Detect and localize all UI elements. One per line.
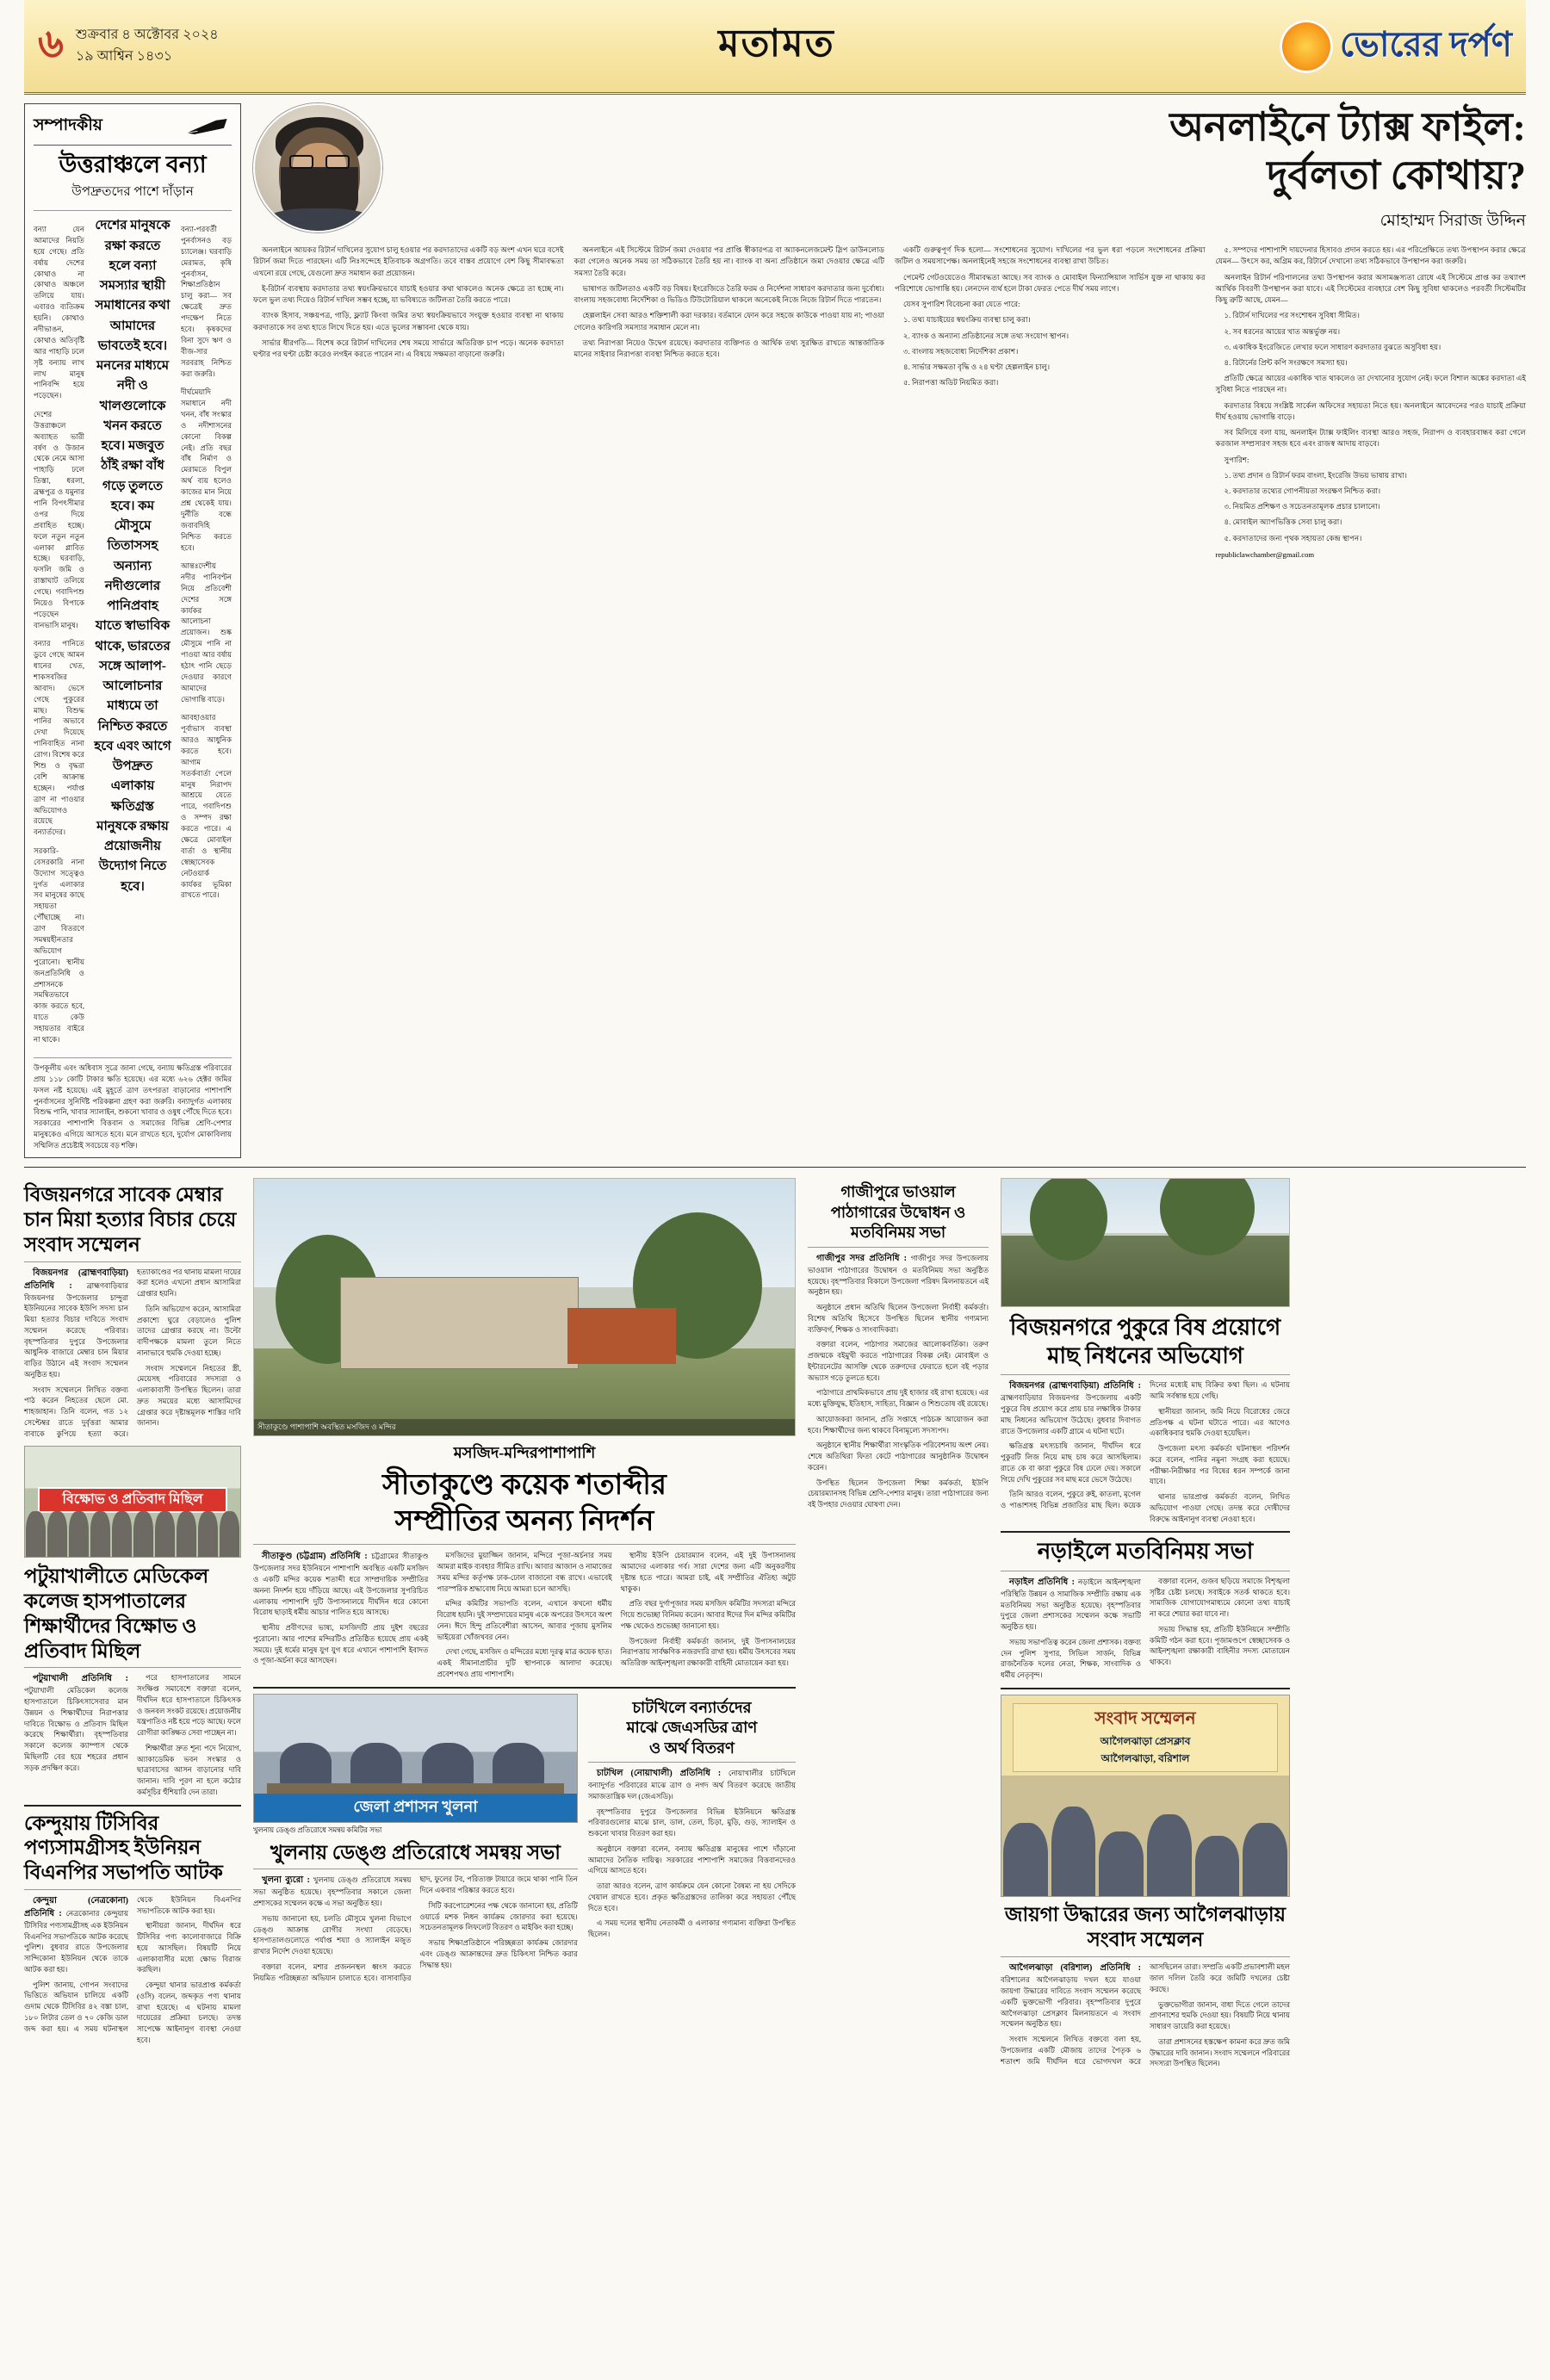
editorial-columns bbox=[34, 216, 232, 1052]
paragraph: ১. তথ্য যাচাইয়ের স্বয়ংক্রিয় ব্যবস্থা চালু করা। bbox=[903, 315, 1031, 325]
paragraph: প্রতি বছর দুর্গাপূজার সময় মসজিদ কমিটির সদস্যরা মন্দিরে গিয়ে শুভেচ্ছা বিনিময় করেন। আবার ঈদের দিন মন্দির কমিটির পক্ষ থেকেও শুভেচ্ছা জানানো হয়। bbox=[620, 1599, 796, 1630]
editorial-pullquote: দেশের মানুষকে রক্ষা করতে হলে বন্যা সমস্যার স্থায়ী সমাধানের কথা আমাদের ভাবতেই হবে। মননের মাধ্যমে নদী ও খালগুলোকে খনন করতে হবে। মজবুত ঠাঁই রক্ষা বাঁধ গড়ে তুলতে হবে। কম মৌসুমে তিতাসসহ অন্যান্য নদীগুলোর পানিপ্রবাহ যাতে স্বাভাবিক থাকে, ভারতের সঙ্গে আলাপ-আলোচনার মাধ্যমে তা নিশ্চিত করতে হবে এবং আগে উপদ্রুত এলাকায় ক্ষতিগ্রস্ত মানুষকে রক্ষায় প্রয়োজনীয় উদ্যোগ নিতে হবে। bbox=[94, 219, 171, 894]
lead-col-3 bbox=[895, 245, 1206, 561]
paragraph: অনুষ্ঠানে বক্তারা বলেন, বন্যায় ক্ষতিগ্রস্ত মানুষের পাশে দাঁড়ানো আমাদের নৈতিক দায়িত্ব। সরকারের পাশাপাশি সমাজের বিত্তবানদেরও এগিয়ে আসতে হবে। bbox=[587, 1844, 796, 1875]
editorial-title: উত্তরাঞ্চলে বন্যা bbox=[59, 152, 207, 177]
story-byline: বিজয়নগর (ব্রাহ্মণবাড়িয়া) প্রতিনিধি : bbox=[1009, 1381, 1141, 1391]
mosque-temple-photo bbox=[253, 1178, 796, 1436]
story-byline: নড়াইল প্রতিনিধি : bbox=[1009, 1577, 1075, 1587]
sun-icon bbox=[1280, 20, 1333, 73]
paragraph: স্থানীয় প্রবীণদের ভাষ্য, মসজিদটি প্রায় দুইশ বছরের পুরোনো। আর পাশের মন্দিরটিও প্রতিষ্ঠিত হয়েছে প্রায় একই সময়ে। দুই ধর্মের মানুষ যুগ যুগ ধরে এখানে পাশাপাশি ইবাদত ও পূজা-অর্চনা করে আসছেন। bbox=[253, 1623, 429, 1665]
editorial-label: সম্পাদকীয় bbox=[34, 116, 102, 134]
paragraph: ভাষাগত জটিলতাও একটি বড় বিষয়। ইংরেজিতে তৈরি ফরম ও নির্দেশনা সাধারণ করদাতার জন্য দুর্বোধ্য। বাংলায় সহজবোধ্য নির্দেশিকা ও ভিডিও টিউটোরিয়াল থাকলে অনেকেই নিজে নিজে রিটার্ন দিতে পারতেন। bbox=[574, 283, 884, 305]
paragraph: ই-রিটার্ন ব্যবস্থায় করদাতার তথ্য স্বয়ংক্রিয়ভাবে যাচাই হওয়ার কথা থাকলেও অনেক ক্ষেত্রে তা হচ্ছে না। ফলে ভুল তথ্য দিয়েও রিটার্ন দাখিল সম্ভব হচ্ছে, যা ভবিষ্যতে জটিলতা তৈরি করতে পারে। bbox=[253, 283, 564, 305]
column-gazipur bbox=[808, 1178, 989, 2070]
newspaper-name: ভোরের দর্পণ bbox=[1339, 25, 1512, 64]
editorial-col-2 bbox=[181, 216, 232, 1052]
paragraph: বক্তারা বলেন, পাঠাগার সমাজের আলোকবর্তিকা। তরুণ প্রজন্মকে বইমুখী করতে পাঠাগারের বিকল্প নেই। মোবাইল ও ইন্টারনেটের আসক্তি থেকে তরুণদের ফেরাতে হলে বই পড়ার অভ্যাস গড়ে তুলতে হবে। bbox=[808, 1340, 989, 1382]
paragraph: অনুষ্ঠানে স্থানীয় শিক্ষার্থীরা সাংস্কৃতিক পরিবেশনায় অংশ নেয়। শেষে অতিথিরা ফিতা কেটে পাঠাগারের আনুষ্ঠানিক উদ্বোধন করেন। bbox=[808, 1441, 989, 1472]
story-byline: বিজয়নগর (ব্রাহ্মণবাড়িয়া) প্রতিনিধি : bbox=[24, 1267, 128, 1291]
paragraph: সভায় সভাপতিত্ব করেন জেলা প্রশাসক। বক্তব্য দেন পুলিশ সুপার, সিভিল সার্জন, বিভিন্ন রাজনৈতিক দলের নেতা, শিক্ষক, সাংবাদিক ও ধর্মীয় নেতৃবৃন্দ। bbox=[1001, 1637, 1141, 1680]
paragraph: সব মিলিয়ে বলা যায়, অনলাইন ট্যাক্স ফাইলিং ব্যবস্থা আরও সহজ, নিরাপদ ও ব্যবহারবান্ধব করা গেলে করজাল সম্প্রসারণ সহজ হবে এবং রাজস্ব আদায় বাড়বে। bbox=[1215, 428, 1526, 449]
paragraph: ৪. মোবাইল অ্যাপভিত্তিক সেবা চালু করা। bbox=[1224, 518, 1342, 527]
author-email: republiclawchamber@gmail.com bbox=[1215, 549, 1315, 559]
paragraph: ৫. নিরাপত্তা অডিট নিয়মিত করা। bbox=[903, 378, 999, 387]
lead-article bbox=[253, 103, 1526, 1158]
story-byline: সীতাকুণ্ড (চট্টগ্রাম) প্রতিনিধি : bbox=[262, 1552, 368, 1562]
paragraph: শিক্ষার্থীরা দ্রুত শূন্য পদে নিয়োগ, অ্যাকাডেমিক ভবন সংস্কার ও ছাত্রাবাসের আসন বাড়ানোর দাবি জানান। দাবি পূরণ না হলে কঠোর কর্মসূচির হুঁশিয়ারি দেন তারা। bbox=[137, 1743, 241, 1796]
pen-icon bbox=[185, 117, 232, 136]
paragraph: যেসব সুপারিশ বিবেচনা করা যেতে পারে: bbox=[903, 300, 1020, 309]
story-headline-line2: মাছ নিধনের অভিযোগ bbox=[1047, 1342, 1243, 1368]
story-body bbox=[1001, 1379, 1290, 1524]
paragraph: বন্যার পানিতে ডুবে গেছে আমন ধানের খেত, শাকসবজির আবাদ। ভেসে গেছে পুকুরের মাছ। বিশুদ্ধ পানির অভাবে দেখা দিয়েছে পানিবাহিত নানা রোগ। বিশেষ করে শিশু ও বৃদ্ধরা বেশি আক্রান্ত হচ্ছেন। পর্যাপ্ত ত্রাণ না পাওয়ার অভিযোগও রয়েছে বন্যার্তদের। bbox=[34, 639, 84, 837]
paragraph: পটুয়াখালী মেডিকেল কলেজ হাসপাতালে চিকিৎসাসেবার মান উন্নয়ন ও শিক্ষার্থীদের নিরাপত্তার দাবিতে বিক্ষোভ ও প্রতিবাদ মিছিল করেছে শিক্ষার্থীরা। বৃহস্পতিবার সকালে কলেজ ক্যাম্পাস থেকে মিছিলটি বের হয়ে শহরের প্রধান সড়ক প্রদক্ষিণ করে। bbox=[24, 1686, 128, 1772]
paragraph: দীর্ঘমেয়াদি সমাধানে নদী খনন, বাঁধ সংস্কার ও নদীশাসনের কোনো বিকল্প নেই। প্রতি বছর বাঁধ নির্মাণ ও মেরামতে বিপুল অর্থ ব্যয় হলেও কাজের মান নিয়ে প্রশ্ন থেকেই যায়। দুর্নীতি বন্ধে জবাবদিহি নিশ্চিত করতে হবে। bbox=[181, 387, 232, 552]
story-headline: জায়গা উদ্ধারের জন্য আগৈলঝাড়ায় সংবাদ সম্মেলন bbox=[1004, 1903, 1286, 1950]
paragraph: সার্ভার ধীরগতি— বিশেষ করে রিটার্ন দাখিলের শেষ সময়ে সার্ভারে অতিরিক্ত চাপ পড়ে। অনেক করদাতা ঘণ্টার পর ঘণ্টা চেষ্টা করেও লগইন করতে পারেন না। এ বিষয়ে সক্ষমতা বাড়ানো জরুরি। bbox=[253, 338, 564, 358]
paragraph: সংবাদ সম্মেলনে লিখিত বক্তব্যে বলা হয়, উপজেলার একটি মৌজায় তাদের পৈতৃক ৬ শতাংশ জমি দীর্ঘদিন ধরে ভোগদখল করে আসছিলেন তারা। সম্প্রতি একটি প্রভাবশালী মহল জাল দলিল তৈরি করে জমিটি দখলের চেষ্টা করছে। bbox=[1001, 1962, 1290, 2066]
paragraph: বৃহস্পতিবার দুপুরে উপজেলার বিভিন্ন ইউনিয়নে ক্ষতিগ্রস্ত পরিবারগুলোর মাঝে চাল, ডাল, তেল, চিড়া, মুড়ি, গুড়, স্যালাইন ও শুকনো খাবার বিতরণ করা হয়। bbox=[587, 1807, 796, 1838]
story-headline-line1: সীতাকুণ্ডে কয়েক শতাব্দীর bbox=[382, 1469, 666, 1501]
paragraph: পেমেন্ট গেটওয়েতেও সীমাবদ্ধতা আছে। সব ব্যাংক ও মোবাইল ফিন্যান্সিয়াল সার্ভিস যুক্ত না থাকায় কর পরিশোধে ভোগান্তি হয়। লেনদেন ব্যর্থ হলে টাকা ফেরত পেতে দীর্ঘ সময় লাগে। bbox=[895, 272, 1206, 293]
story-byline: আগৈলঝাড়া (বরিশাল) প্রতিনিধি : bbox=[1009, 1963, 1141, 1974]
editorial-box bbox=[24, 103, 241, 1158]
photo-banner-text: জেলা প্রশাসন খুলনা bbox=[254, 1794, 577, 1822]
column-right bbox=[1001, 1178, 1290, 2070]
story-body bbox=[808, 1252, 989, 1510]
story-body bbox=[1001, 1576, 1290, 1681]
story-headline-line2: মাঝে জেএসডির ত্রাণ bbox=[626, 1719, 758, 1737]
paragraph: ১. তথ্য প্রদান ও রিটার্ন ফরম বাংলা, ইংরেজি উভয় ভাষায় রাখা। bbox=[1224, 470, 1407, 480]
paragraph: বক্তারা বলেন, মশার প্রজননস্থল ধ্বংস করতে নিয়মিত পরিচ্ছন্নতা অভিযান চালাতে হবে। বাসাবাড়ির ছাদ, ফুলের টব, পরিত্যক্ত টায়ারে জমে থাকা পানি তিন দিনে একবার পরিষ্কার করতে হবে। bbox=[253, 1875, 578, 1982]
khulna-story bbox=[253, 1694, 578, 1984]
paragraph: ভুক্তভোগীরা জানান, বাধা দিতে গেলে তাদের প্রাণনাশের হুমকি দেওয়া হয়। বিষয়টি নিয়ে থানায় সাধারণ ডায়েরি করা হয়েছে। bbox=[1150, 1999, 1290, 2031]
paragraph: তারা আরও বলেন, ত্রাণ কার্যক্রমে যেন কোনো বৈষম্য না হয় সেদিকে খেয়াল রাখতে হবে। প্রকৃত ক্ষতিগ্রস্তদের তালিকা করে সহায়তা পৌঁছে দিতে হবে। bbox=[587, 1881, 796, 1912]
paragraph: তিনি অভিযোগ করেন, আসামিরা প্রকাশ্যে ঘুরে বেড়ালেও পুলিশ তাদের গ্রেপ্তার করছে না। উল্টো বাদীপক্ষকে মামলা তুলে নিতে নানাভাবে হুমকি দেওয়া হচ্ছে। bbox=[137, 1304, 241, 1357]
paragraph: অনলাইনে এই সিস্টেমে রিটার্ন জমা দেওয়ার পর প্রাপ্তি স্বীকারপত্র বা অ্যাকনলেজমেন্ট স্লিপ ডাউনলোড করা গেলেও অনেক সময় তা সঠিকভাবে তৈরি হয় না। ব্যাংক বা অন্য প্রতিষ্ঠানে জমা দেওয়ার ক্ষেত্রে এটি সমস্যা তৈরি করে। bbox=[574, 245, 884, 277]
paragraph: খুলনায় ডেঙ্গু প্রতিরোধে সমন্বয় সভা অনুষ্ঠিত হয়েছে। বৃহস্পতিবার সকালে জেলা প্রশাসকের সম্মেলন কক্ষে এ সভা অনুষ্ঠিত হয়। bbox=[253, 1875, 412, 1907]
paragraph: অনলাইনে আয়কর রিটার্ন দাখিলের সুযোগ চালু হওয়ার পর করদাতাদের একটি বড় অংশ এখন ঘরে বসেই রিটার্ন জমা দিতে পারছেন। এটি নিঃসন্দেহে ইতিবাচক অগ্রগতি। তবে বাস্তব প্রয়োগে বেশ কিছু সীমাবদ্ধতা এখনো রয়ে গেছে, যেগুলো দ্রুত সমাধান করা প্রয়োজন। bbox=[253, 245, 564, 277]
paragraph: অনলাইন রিটার্ন পরিপালনের তথ্য উপস্থাপন করার অসামঞ্জস্যতা রোধে এই সিস্টেমে প্রাপ্ত কর তথ্যাংশ আর্থিক বিবরণী উপস্থাপন করা যাবে। এই সিস্টেমের ব্যবহারে বেশ কিছু সুবিধা থাকলেও পরবর্তী সিস্টেমটির কিছু ত্রুটি আছে, যেমন— bbox=[1215, 272, 1526, 305]
publication-date bbox=[76, 25, 274, 68]
story-headline: পটুয়াখালীতে মেডিকেল কলেজ হাসপাতালের শিক্ষার্থীদের বিক্ষোভ ও প্রতিবাদ মিছিল bbox=[24, 1565, 209, 1662]
story-headline-line1: গাজীপুরে ভাওয়াল bbox=[840, 1183, 956, 1201]
editorial-footnote: উপকূলীয় এবং অধিবাস সূত্রে জানা গেছে, বন্যায় ক্ষতিগ্রস্ত পরিবারের প্রায় ১১৮ কোটি টাকার ক্ষতি হয়েছে। এর মধ্যে ৬২৬ হেক্টর জমির ফসল নষ্ট হয়েছে। এই মুহূর্তে ত্রাণ তৎপরতা বাড়ানোর পাশাপাশি পুনর্বাসনের সুনির্দিষ্ট পরিকল্পনা গ্রহণ করা জরুরি। বন্যাদুর্গত এলাকায় বিশুদ্ধ পানি, খাবার স্যালাইন, শুকনো খাবার ও ওষুধ পৌঁছে দিতে হবে। সরকারের পাশাপাশি বিত্তবান ও সমাজের বিভিন্ন শ্রেণি-পেশার মানুষকেও এগিয়ে আসতে হবে। মনে রাখতে হবে, দুর্যোগ মোকাবিলায় সম্মিলিত প্রচেষ্টাই সবচেয়ে বড় শক্তি। bbox=[34, 1063, 232, 1150]
lead-author: মোহাম্মদ সিরাজ উদ্দিন bbox=[1380, 212, 1526, 231]
paragraph: উপস্থিত ছিলেন উপজেলা শিক্ষা কর্মকর্তা, ইউপি চেয়ারম্যানসহ বিভিন্ন শ্রেণি-পেশার মানুষ। তারা পাঠাগারের জন্য বই উপহার দেওয়ার ঘোষণা দেন। bbox=[808, 1478, 989, 1509]
lead-col-1 bbox=[253, 245, 564, 561]
story-byline: খুলনা ব্যুরো : bbox=[262, 1875, 310, 1886]
paragraph: ২. সব ধরনের আয়ের খাত অন্তর্ভুক্ত নয়। bbox=[1224, 326, 1341, 336]
press-banner bbox=[1013, 1703, 1277, 1771]
newspaper-logo bbox=[1280, 17, 1512, 75]
paragraph: থানার ভারপ্রাপ্ত কর্মকর্তা বলেন, লিখিত অভিযোগ পাওয়া গেছে। তদন্ত করে দোষীদের বিরুদ্ধে আইনানুগ ব্যবস্থা নেওয়া হবে। bbox=[1150, 1492, 1290, 1523]
photo-caption: সীতাকুণ্ডে পাশাপাশি অবস্থিত মসজিদ ও মন্দির bbox=[254, 1419, 795, 1435]
khulna-meeting-photo bbox=[253, 1694, 578, 1823]
editorial-col-1 bbox=[34, 216, 84, 1052]
paragraph: বরিশালের আগৈলঝাড়ায় দখল হয়ে যাওয়া জায়গা উদ্ধারের দাবিতে সংবাদ সম্মেলন করেছে একটি ভুক্তভোগী পরিবার। বৃহস্পতিবার দুপুরে আগৈলঝাড়া প্রেসক্লাব মিলনায়তনে এ সংবাদ সম্মেলন অনুষ্ঠিত হয়। bbox=[1001, 1975, 1141, 2029]
story-headline: কেন্দুয়ায় টিসিবির পণ্যসামগ্রীসহ ইউনিয়ন বিএনপির সভাপতি আটক bbox=[24, 1812, 223, 1884]
story-headline-line2: সম্প্রীতির অনন্য নিদর্শন bbox=[394, 1506, 654, 1538]
paragraph: নেত্রকোনার কেন্দুয়ায় টিসিবির পণ্যসামগ্রীসহ এক ইউনিয়ন বিএনপির সভাপতিকে আটক করেছে পুলিশ। বুধবার রাতে উপজেলার সান্দিকোনা ইউনিয়ন থেকে তাকে আটক করা হয়। bbox=[24, 1908, 128, 1974]
paragraph: পুলিশ জানায়, গোপন সংবাদের ভিত্তিতে অভিযান চালিয়ে একটি গুদাম থেকে টিসিবির ৪২ বস্তা চাল, ১৮০ লিটার তেল ও ৭০ কেজি ডাল জব্দ করা হয়। এ সময় ঘটনাস্থল থেকে ইউনিয়ন বিএনপির সভাপতিকে আটক করা হয়। bbox=[24, 1894, 241, 2033]
paragraph: ক্ষতিগ্রস্ত মৎস্যচাষি জানান, দীর্ঘদিন ধরে পুকুরটি লিজ নিয়ে মাছ চাষ করে আসছিলাম। রাতে কে বা কারা পুকুরে বিষ ঢেলে দেয়। সকালে গিয়ে দেখি পুকুরের সব মাছ মরে ভেসে উঠেছে। bbox=[1001, 1441, 1141, 1484]
paragraph: দেশের উত্তরাঞ্চলে অব্যাহত ভারী বর্ষণ ও উজান থেকে নেমে আসা পাহাড়ি ঢলে তিস্তা, ধরলা, ব্রহ্মপুত্র ও যমুনার পানি বিপৎসীমার ওপর দিয়ে প্রবাহিত হচ্ছে। ফলে নতুন নতুন এলাকা প্লাবিত হচ্ছে। ঘরবাড়ি, ফসলি জমি ও রাস্তাঘাট তলিয়ে গেছে। গবাদিপশু নিয়েও বিপাকে পড়েছেন বানভাসি মানুষ। bbox=[34, 409, 84, 629]
story-headline-line2: পাঠাগারের উদ্বোধন ও bbox=[830, 1203, 966, 1221]
center-bottom-row bbox=[253, 1694, 796, 1984]
paragraph: হেল্পলাইন সেবা আরও শক্তিশালী করা দরকার। বর্তমানে ফোন করে সহজে কাউকে পাওয়া যায় না; পাওয়া গেলেও কারিগরি সমস্যার সমাধান মেলে না। bbox=[574, 311, 884, 332]
lead-title-block bbox=[396, 103, 1526, 236]
story-body bbox=[1001, 1962, 1290, 2070]
chatkhil-story bbox=[588, 1694, 796, 1984]
paragraph: বন্যা যেন আমাদের নিয়তি হয়ে গেছে। প্রতি বর্ষায় দেশের কোথাও না কোথাও অঞ্চলে তলিয়ে যায়। এবারও ব্যতিক্রম হয়নি। কোথাও নদীভাঙন, কোথাও অতিবৃষ্টি আর পাহাড়ি ঢলে সৃষ্ট বন্যায় লাখ লাখ মানুষ পানিবন্দি হয়ে পড়েছেন। bbox=[34, 224, 84, 400]
editorial-header bbox=[34, 113, 232, 146]
masthead bbox=[24, 0, 1526, 95]
lower-section bbox=[24, 1178, 1526, 2070]
protest-banner-text: বিক্ষোভ ও প্রতিবাদ মিছিল bbox=[38, 1487, 227, 1514]
story-headline: নড়াইলে মতবিনিময় সভা bbox=[1037, 1539, 1254, 1565]
paragraph: সিটি করপোরেশনের পক্ষ থেকে জানানো হয়, প্রতিটি ওয়ার্ডে মশক নিধন কার্যক্রম জোরদার করা হয়েছে। সচেতনতামূলক লিফলেট বিতরণ ও মাইকিং করা হচ্ছে। bbox=[419, 1900, 578, 1932]
column-center bbox=[253, 1178, 796, 2070]
paragraph: প্রতিটি ক্ষেত্রে আয়ের একাধিক খাত থাকলেও তা দেখানোর সুযোগ নেই। ফলে বিশাল অঙ্কের করদাতা এই সুবিধা নিতে পারছেন না। bbox=[1215, 374, 1526, 394]
paragraph: একটি গুরুত্বপূর্ণ দিক হলো— সংশোধনের সুযোগ। দাখিলের পর ভুল ধরা পড়লে সংশোধনের প্রক্রিয়া জটিল ও সময়সাপেক্ষ। অনলাইনেই সহজে সংশোধনের ব্যবস্থা রাখা উচিত। bbox=[895, 245, 1206, 266]
press-conference-photo bbox=[1001, 1695, 1290, 1897]
paragraph: এ সময় দলের স্থানীয় নেতাকর্মী ও এলাকার গণ্যমান্য ব্যক্তিরা উপস্থিত ছিলেন। bbox=[587, 1918, 796, 1939]
paragraph: ২. ব্যাংক ও অন্যান্য প্রতিষ্ঠানের সঙ্গে তথ্য সংযোগ স্থাপন। bbox=[903, 331, 1070, 340]
story-body bbox=[24, 1894, 241, 2046]
lead-headline-line2: দুর্বলতা কোথায়? bbox=[1267, 153, 1526, 198]
pond-photo bbox=[1001, 1178, 1290, 1307]
story-byline: চাটখিল (নোয়াখালী) প্রতিনিধি : bbox=[596, 1769, 722, 1779]
paragraph: দেখা গেছে, মসজিদ ও মন্দিরের মধ্যে দূরত্ব মাত্র কয়েক হাত। একই সীমানাপ্রাচীর দুটি স্থাপনাকে আলাদা করেছে। প্রবেশপথও প্রায় পাশাপাশি। bbox=[437, 1647, 612, 1678]
paragraph: ২. করদাতার তথ্যের গোপনীয়তা সংরক্ষণ নিশ্চিত করা। bbox=[1224, 486, 1381, 495]
paragraph: আন্তঃদেশীয় নদীর পানিবণ্টন নিয়ে প্রতিবেশী দেশের সঙ্গে কার্যকর আলোচনা প্রয়োজন। শুষ্ক মৌসুমে পানি না পাওয়া আর বর্ষায় হঠাৎ পানি ছেড়ে দেওয়ার কারণে আমাদের ভোগান্তি বাড়ে। bbox=[181, 561, 232, 703]
paragraph: অনুষ্ঠানে প্রধান অতিথি ছিলেন উপজেলা নির্বাহী কর্মকর্তা। বিশেষ অতিথি হিসেবে উপস্থিত ছিলেন স্থানীয় গণ্যমান্য ব্যক্তিবর্গ, শিক্ষক ও সাংবাদিকরা। bbox=[808, 1303, 989, 1334]
paragraph: স্থানীয়রা জানান, জমি নিয়ে বিরোধের জেরে প্রতিপক্ষ এ ঘটনা ঘটাতে পারে। এর আগেও একাধিকবার হুমকি দেওয়া হয়েছিল। bbox=[1150, 1406, 1290, 1438]
date-gregorian: শুক্রবার ৪ অক্টোবর ২০২৪ bbox=[75, 27, 219, 42]
paragraph: পরে হাসপাতালের সামনে সংক্ষিপ্ত সমাবেশে বক্তারা বলেন, দীর্ঘদিন ধরে হাসপাতালে চিকিৎসক ও জনবল সংকট রয়েছে। প্রয়োজনীয় যন্ত্রপাতিও নষ্ট হয়ে পড়ে আছে। ফলে রোগীরা কাঙ্ক্ষিত সেবা পাচ্ছেন না। bbox=[137, 1673, 241, 1738]
press-attendees bbox=[1001, 1792, 1289, 1896]
paragraph: সভায় সিদ্ধান্ত হয়, প্রতিটি ইউনিয়নে সম্প্রীতি কমিটি গঠন করা হবে। পূজামণ্ডপে স্বেচ্ছাসেবক ও আইনশৃঙ্খলা রক্ষাকারী বাহিনীর সদস্য মোতায়েন থাকবে। bbox=[1150, 1624, 1290, 1667]
paragraph: নোয়াখালীর চাটখিলে বন্যাদুর্গত পরিবারের মাঝে ত্রাণ ও নগদ অর্থ বিতরণ করেছে জাতীয় সমাজতান্ত্রিক দল (জেএসডি)। bbox=[587, 1769, 796, 1800]
paragraph: বক্তারা বলেন, গুজব ছড়িয়ে সমাজে বিশৃঙ্খলা সৃষ্টির চেষ্টা চলছে। সবাইকে সতর্ক থাকতে হবে। সামাজিক যোগাযোগমাধ্যমে কোনো তথ্য যাচাই না করে শেয়ার করা যাবে না। bbox=[1150, 1576, 1290, 1619]
lead-header bbox=[253, 103, 1526, 236]
story-headline-line1: বিজয়নগরে পুকুরে বিষ প্রয়োগে bbox=[1009, 1315, 1281, 1341]
story-kicker: মসজিদ-মন্দিরপাশাপাশি bbox=[453, 1444, 596, 1462]
paragraph: ব্যাংক হিসাব, সঞ্চয়পত্র, গাড়ি, ফ্ল্যাট কিংবা জমির তথ্য স্বয়ংক্রিয়ভাবে সংযুক্ত হওয়ার ব্যবস্থা না থাকায় করদাতাকে সব তথ্য হাতে লিখে দিতে হয়। এতে ভুলের সম্ভাবনা থেকে যায়। bbox=[253, 311, 564, 332]
paragraph: সুপারিশ: bbox=[1224, 455, 1249, 464]
paragraph: স্থানীয়রা জানান, দীর্ঘদিন ধরে টিসিবির পণ্য কালোবাজারে বিক্রি হয়ে আসছিল। বিষয়টি নিয়ে এলাকাবাসীর মধ্যে ক্ষোভ বিরাজ করছিল। bbox=[137, 1921, 241, 1974]
story-headline-line3: মতবিনিময় সভা bbox=[850, 1224, 946, 1242]
lead-headline-line1: অনলাইনে ট্যাক্স ফাইল: bbox=[1169, 105, 1526, 149]
story-byline: পটুয়াখালী প্রতিনিধি : bbox=[33, 1674, 128, 1684]
paragraph: সভায় জানানো হয়, চলতি মৌসুমে খুলনা বিভাগে ডেঙ্গু আক্রান্ত রোগীর সংখ্যা বেড়েছে। হাসপাতালগুলোতে পর্যাপ্ত শয্যা ও স্যালাইন মজুত রাখার নির্দেশ দেওয়া হয়েছে। bbox=[253, 1913, 412, 1955]
paragraph: করদাতার বিষয়ে সংশ্লিষ্ট সার্কেল অফিসের সহায়তা নিতে হয়। অনলাইনে আবেদনের পরও যাচাই প্রক্রিয়া দীর্ঘ হওয়ায় ভোগান্তি বাড়ে। bbox=[1215, 400, 1526, 421]
story-body bbox=[24, 1267, 241, 1440]
paragraph: বন্যা-পরবর্তী পুনর্বাসনও বড় চ্যালেঞ্জ। ঘরবাড়ি মেরামত, কৃষি পুনর্বাসন, শিক্ষাপ্রতিষ্ঠান চালু করা— সব ক্ষেত্রেই দ্রুত পদক্ষেপ নিতে হবে। কৃষকদের বিনা সুদে ঋণ ও বীজ-সার সরবরাহ নিশ্চিত করা জরুরি। bbox=[181, 224, 232, 378]
story-headline: বিজয়নগরে সাবেক মেম্বার চান মিয়া হত্যার বিচার চেয়ে সংবাদ সম্মেলন bbox=[24, 1184, 237, 1255]
crowd bbox=[25, 1511, 240, 1558]
press-banner-sub1: আগৈলঝাড়া প্রেসক্লাব bbox=[1100, 1735, 1191, 1748]
paragraph: ৪. সার্ভার সক্ষমতা বৃদ্ধি ও ২৪ ঘণ্টা হেল্পলাইন চালু। bbox=[903, 362, 1051, 371]
story-byline: কেন্দুয়া (নেত্রকোনা) প্রতিনিধি : bbox=[24, 1895, 128, 1918]
paragraph: চট্টগ্রামের সীতাকুণ্ড উপজেলার সদর ইউনিয়নে পাশাপাশি অবস্থিত একটি মসজিদ ও একটি মন্দির কয়েক শতাব্দী ধরে সাম্প্রদায়িক সম্প্রীতির অনন্য নিদর্শন হয়ে দাঁড়িয়ে আছে। এই উপজেলার সুপরিচিত এলাকায় পাশাপাশি দুটি উপাসনালয়ে দীর্ঘদিন ধরে কোনো বিরোধ ছাড়াই ধর্মীয় আচার পালিত হয়ে আসছে। bbox=[253, 1552, 429, 1617]
press-banner-title: সংবাদ সম্মেলন bbox=[1094, 1709, 1196, 1729]
top-section bbox=[24, 103, 1526, 1158]
editorial-subtitle: উপদ্রুতদের পাশে দাঁড়ান bbox=[71, 185, 194, 200]
paragraph: সভায় শিক্ষাপ্রতিষ্ঠানে পরিচ্ছন্নতা কার্যক্রম জোরদার এবং ডেঙ্গু আক্রান্তদের দ্রুত চিকিৎসা নিশ্চিত করার সিদ্ধান্ত হয়। bbox=[419, 1938, 578, 1969]
story-headline: খুলনায় ডেঙ্গু প্রতিরোধে সমন্বয় সভা bbox=[270, 1841, 561, 1863]
protest-photo bbox=[24, 1446, 241, 1558]
paragraph: ৪. রিটার্নের প্রিন্ট কপি সংরক্ষণে সমস্যা হয়। bbox=[1224, 357, 1348, 367]
story-headline-line3: ও অর্থ বিতরণ bbox=[648, 1739, 735, 1757]
story-byline: গাজীপুর সদর প্রতিনিধি : bbox=[816, 1253, 907, 1263]
paragraph: সংবাদ সম্মেলনে লিখিত বক্তব্য পাঠ করেন নিহতের ছেলে মো. শাহজাহান। তিনি বলেন, গত ১২ সেপ্টেম্বর রাতে দুর্বৃত্তরা আমার বাবাকে কুপিয়ে হত্যা করে। হত্যাকাণ্ডের পর থানায় মামলা দায়ের করা হলেও এখনো প্রধান আসামিরা গ্রেপ্তার হয়নি। bbox=[24, 1267, 241, 1438]
glasses-icon bbox=[289, 155, 350, 169]
paragraph: মন্দির কমিটির সভাপতি বলেন, এখানে কখনো ধর্মীয় বিরোধ হয়নি। দুই সম্প্রদায়ের মানুষ একে অপরের উৎসবে অংশ নেন। ঈদে হিন্দু প্রতিবেশীরা আসেন, আবার পূজায় মুসলিম ভাইয়েরা খোঁজখবর নেন। bbox=[437, 1599, 612, 1641]
story-body bbox=[253, 1874, 578, 1983]
photo-caption: খুলনায় ডেঙ্গু প্রতিরোধে সমন্বয় কমিটির সভা bbox=[253, 1825, 382, 1834]
date-bangla: ১৯ আশ্বিন ১৪৩১ bbox=[75, 48, 173, 64]
lead-body bbox=[253, 245, 1526, 561]
page-number: ৬ bbox=[38, 21, 64, 65]
paragraph: তিনি আরও বলেন, পুকুরে রুই, কাতলা, মৃগেল ও পাঙাশসহ বিভিন্ন প্রজাতির মাছ ছিল। কয়েক দিনের মধ্যেই মাছ বিক্রির কথা ছিল। এ ঘটনায় আমি সর্বস্বান্ত হয়ে গেছি। bbox=[1001, 1380, 1290, 1510]
paragraph: গাজীপুর সদর উপজেলায় ভাওয়াল পাঠাগারের উদ্বোধন ও মতবিনিময় সভা অনুষ্ঠিত হয়েছে। বৃহস্পতিবার বিকালে উপজেলা পরিষদ মিলনায়তনে এই অনুষ্ঠান হয়। bbox=[808, 1253, 989, 1297]
paragraph: কেন্দুয়া থানার ভারপ্রাপ্ত কর্মকর্তা (ওসি) বলেন, জব্দকৃত পণ্য থানায় রাখা হয়েছে। এ ঘটনায় মামলা দায়েরের প্রক্রিয়া চলছে। তদন্ত সাপেক্ষে আইনানুগ ব্যবস্থা নেওয়া হবে। bbox=[137, 1980, 241, 2044]
paragraph: ৩. একাধিক ইংরেজিতে লেখার ফলে সাধারণ করদাতার বুঝতে অসুবিধা হয়। bbox=[1224, 342, 1442, 351]
paragraph: উপজেলা নির্বাহী কর্মকর্তা জানান, দুই উপাসনালয়ের নিরাপত্তায় সার্বক্ষণিক নজরদারি রাখা হয়। ধর্মীয় উৎসবের সময় অতিরিক্ত আইনশৃঙ্খলা রক্ষাকারী বাহিনী মোতায়েন করা হয়। bbox=[620, 1636, 796, 1668]
paragraph: আবহাওয়ার পূর্বাভাস ব্যবস্থা আরও আধুনিক করতে হবে। আগাম সতর্কবার্তা পেলে মানুষ নিরাপদ আশ্রয়ে যেতে পারে, গবাদিপশু ও সম্পদ রক্ষা করতে পারে। এ ক্ষেত্রে মোবাইল বার্তা ও স্থানীয় স্বেচ্ছাসেবক নেটওয়ার্ক কার্যকর ভূমিকা রাখতে পারে। bbox=[181, 713, 232, 900]
paragraph: আয়োজকরা জানান, প্রতি সপ্তাহে পাঠচক্র আয়োজন করা হবে। শিক্ষার্থীদের জন্য থাকবে বিনামূল্যে সদস্যপদ। bbox=[808, 1414, 989, 1435]
author-photo bbox=[253, 103, 382, 232]
paragraph: ৫. করদাতাদের জন্য পৃথক সহায়তা কেন্দ্র স্থাপন। bbox=[1224, 533, 1362, 542]
paragraph: তথ্য নিরাপত্তা নিয়েও উদ্বেগ রয়েছে। করদাতার ব্যক্তিগত ও আর্থিক তথ্য সুরক্ষিত রাখতে আন্তর্জাতিক মানের সাইবার নিরাপত্তা ব্যবস্থা নিশ্চিত করতে হবে। bbox=[574, 338, 884, 358]
paragraph: ব্রাহ্মণবাড়িয়ার বিজয়নগর উপজেলায় একটি পুকুরে বিষ প্রয়োগ করে প্রায় চার লক্ষাধিক টাকার মাছ নিধনের অভিযোগ উঠেছে। বুধবার দিবাগত রাতে উপজেলার একটি গ্রামে এ ঘটনা ঘটে। bbox=[1001, 1393, 1141, 1435]
paragraph: ১. রিটার্ন দাখিলের পর সংশোধন সুবিধা সীমিত। bbox=[1224, 311, 1361, 320]
press-banner-sub2: আগৈলঝাড়া, বরিশাল bbox=[1100, 1752, 1190, 1765]
story-body bbox=[253, 1550, 796, 1679]
section-title: মতামত bbox=[718, 22, 835, 65]
paragraph: ব্রাহ্মণবাড়িয়ার বিজয়নগর উপজেলার চান্দুরা ইউনিয়নের সাবেক ইউপি সদস্য চান মিয়া হত্যার বিচার দাবিতে সংবাদ সম্মেলন করেছে পরিবার। বৃহস্পতিবার দুপুরে উপজেলার আধুনিক বাজারে মেম্বার চান মিয়ার বাড়ির উঠানে এই সংবাদ সম্মেলন অনুষ্ঠিত হয়। bbox=[24, 1280, 128, 1379]
paragraph: সংবাদ সম্মেলনে নিহতের স্ত্রী, মেয়েসহ পরিবারের সদস্যরা ও এলাকাবাসী উপস্থিত ছিলেন। তারা দ্রুত সময়ের মধ্যে আসামিদের গ্রেপ্তার করে দৃষ্টান্তমূলক শাস্তির দাবি জানান। bbox=[137, 1363, 241, 1428]
column-left bbox=[24, 1178, 241, 2070]
paragraph: পাঠাগারে প্রাথমিকভাবে প্রায় দুই হাজার বই রাখা হয়েছে। এর মধ্যে মুক্তিযুদ্ধ, ইতিহাস, সাহিত্য, বিজ্ঞান ও শিশুতোষ বই রয়েছে। bbox=[808, 1388, 989, 1409]
paragraph: ৩. নিয়মিত প্রশিক্ষণ ও সচেতনতামূলক প্রচার চালানো। bbox=[1224, 502, 1380, 511]
paragraph: সরকারি-বেসরকারি নানা উদ্যোগ সত্ত্বেও দুর্গত এলাকার সব মানুষের কাছে সহায়তা পৌঁছাচ্ছে না। ত্রাণ বিতরণে সমন্বয়হীনতার অভিযোগ পুরোনো। স্থানীয় জনপ্রতিনিধি ও প্রশাসনকে সমন্বিতভাবে কাজ করতে হবে, যাতে কেউ সহায়তার বাইরে না থাকে। bbox=[34, 846, 84, 1044]
paragraph: নড়াইলে আইনশৃঙ্খলা পরিস্থিতি উন্নয়ন ও সামাজিক সম্প্রীতি রক্ষায় এক মতবিনিময় সভা অনুষ্ঠিত হয়েছে। বৃহস্পতিবার দুপুরে জেলা প্রশাসকের সম্মেলন কক্ষে সভাটি অনুষ্ঠিত হয়। bbox=[1001, 1577, 1141, 1632]
lead-col-4 bbox=[1216, 245, 1527, 561]
paragraph: মসজিদের মুয়াজ্জিন জানান, মন্দিরে পূজা-অর্চনার সময় আমরা মাইক ব্যবহার সীমিত রাখি। আবার আজান ও নামাজের সময় মন্দির কর্তৃপক্ষ ঢাক-ঢোল বাজানো বন্ধ রাখে। এভাবেই পারস্পরিক শ্রদ্ধাবোধ নিয়ে আমরা চলে আসছি। bbox=[437, 1551, 612, 1593]
story-headline-line1: চাটখিলে বন্যার্তদের bbox=[632, 1698, 752, 1716]
story-body bbox=[24, 1672, 241, 1797]
paragraph: উপজেলা মৎস্য কর্মকর্তা ঘটনাস্থল পরিদর্শন করে বলেন, পানির নমুনা সংগ্রহ করা হয়েছে। পরীক্ষা-নিরীক্ষার পর বিষের ধরন সম্পর্কে জানা যাবে। bbox=[1150, 1444, 1290, 1486]
story-body bbox=[588, 1767, 796, 1940]
paragraph: ৩. বাংলায় সহজবোধ্য নির্দেশিকা প্রকাশ। bbox=[903, 346, 1019, 356]
paragraph: স্থানীয় ইউপি চেয়ারম্যান বলেন, এই দুই উপাসনালয় আমাদের এলাকার গর্ব। সারা দেশের জন্য এটি অনুকরণীয় দৃষ্টান্ত হতে পারে। আমরা চাই, এই সম্প্রীতির ঐতিহ্য অটুট থাকুক। bbox=[620, 1551, 796, 1593]
lead-col-2 bbox=[574, 245, 885, 561]
paragraph: ৫. সম্পদের পাশাপাশি দায়দেনার হিসাবও প্রদান করতে হয়। এর পরিপ্রেক্ষিতে তথ্য উপস্থাপন করার ক্ষেত্রে যেমন— উৎসে কর, অগ্রিম কর, রিটার্নে দেখানো তথ্য সঠিকভাবে উপস্থাপন করা জরুরি। bbox=[1215, 245, 1526, 266]
paragraph: তারা প্রশাসনের হস্তক্ষেপ কামনা করে দ্রুত জমি উদ্ধারের দাবি জানান। সংবাদ সম্মেলনে পরিবারের সদস্যরা উপস্থিত ছিলেন। bbox=[1150, 2036, 1290, 2068]
